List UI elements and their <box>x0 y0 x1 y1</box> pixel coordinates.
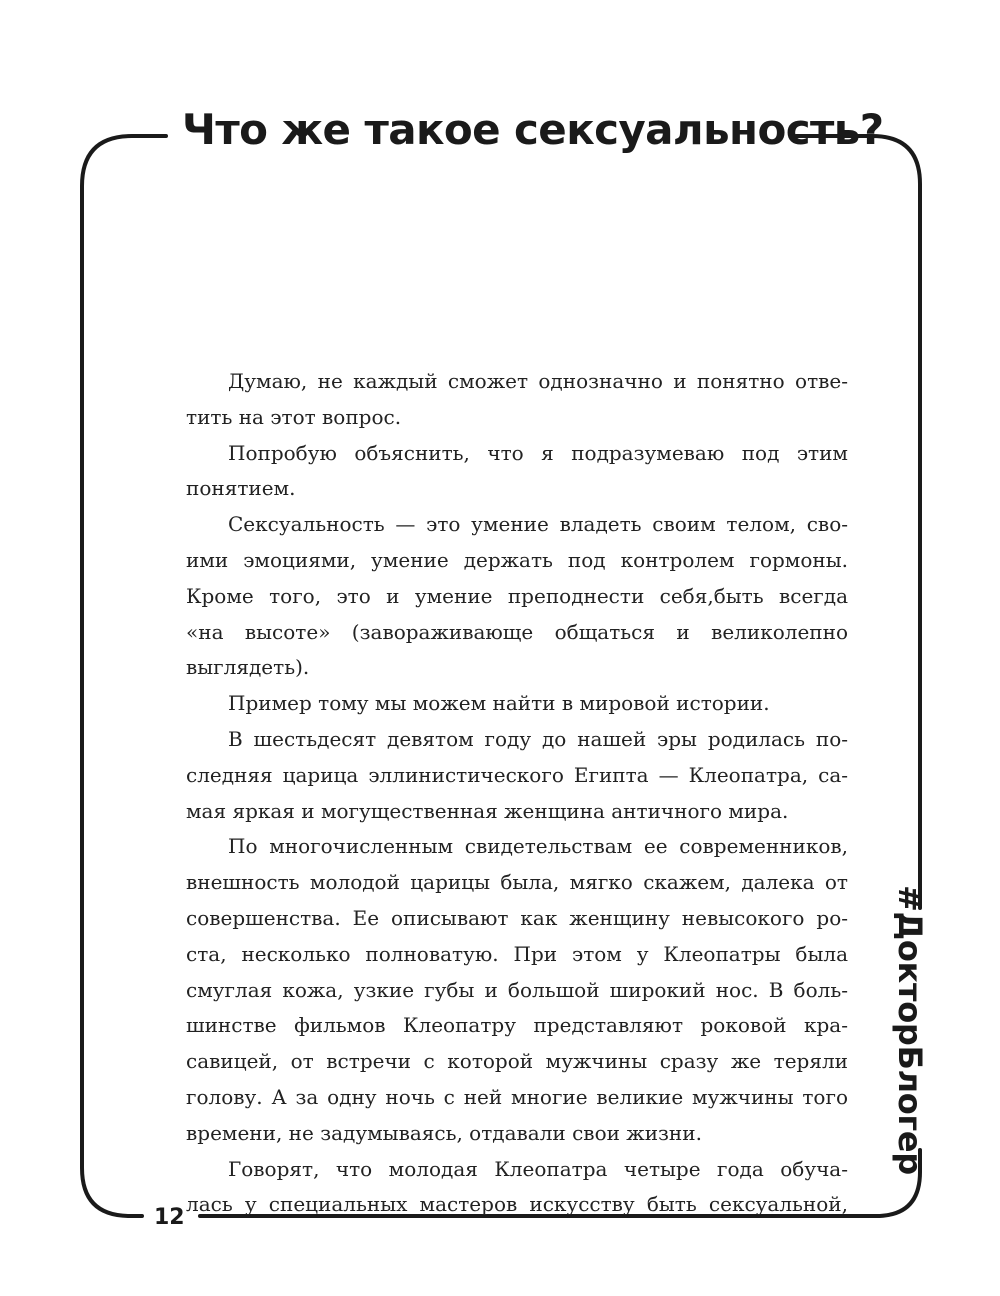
text-line: Сексуальность — это умение владеть своим телом, сво- <box>228 512 848 537</box>
text-line: смуглая кожа, узкие губы и большой широкий нос. В боль- <box>186 977 848 1002</box>
text-line: В шестьдесят девятом году до нашей эры родилась по- <box>228 726 848 751</box>
text-line: Кроме того, это и умение преподнести себя,быть всегда <box>186 583 848 608</box>
frame-top-left-line <box>82 136 166 1216</box>
text-line: Думаю, не каждый сможет однозначно и понятно отве- <box>228 369 848 393</box>
text-line: шинстве фильмов Клеопатру представляют роковой кра- <box>186 1013 848 1038</box>
page-number: 12 <box>154 1205 185 1230</box>
text-line: мая яркая и могущественная женщина античного мира. <box>186 798 789 823</box>
text-line: понятием. <box>186 476 296 501</box>
side-hashtag-text: #ДокторБлогер <box>891 885 930 1175</box>
text-line: лась у специальных мастеров искусству быть сексуальной, <box>186 1192 848 1217</box>
side-hashtag <box>880 885 940 1175</box>
chapter-title: Что же такое сексуальность? <box>182 105 884 154</box>
text-line: По многочисленным свидетельствам ее современников, <box>228 834 848 859</box>
text-line: Пример тому мы можем найти в мировой истории. <box>228 691 770 716</box>
text-line: Говорят, что молодая Клеопатра четыре года обуча- <box>228 1156 848 1181</box>
text-line: выглядеть). <box>186 655 310 680</box>
text-line: внешность молодой царицы была, мягко скажем, далека от <box>186 870 848 895</box>
text-line: Попробую объяснить, что я подразумеваю под этим <box>228 440 848 465</box>
text-line: тить на этот вопрос. <box>186 404 402 429</box>
text-line: времени, не задумываясь, отдавали свои жизни. <box>186 1120 702 1145</box>
text-line: совершенства. Ее описывают как женщину невысокого ро- <box>186 905 848 930</box>
text-line: ста, несколько полноватую. При этом у Клеопатры была <box>186 941 848 966</box>
text-line: ими эмоциями, умение держать под контролем гормоны. <box>186 547 848 572</box>
text-line: следняя царица эллинистического Египта — Клеопатра, са- <box>186 762 848 787</box>
text-line: «на высоте» (завораживающе общаться и великолепно <box>186 619 848 644</box>
body-text <box>186 364 848 1223</box>
text-line: голову. А за одну ночь с ней многие великие мужчины того <box>186 1084 848 1109</box>
text-line: савицей, от встречи с которой мужчины сразу же теряли <box>186 1049 848 1074</box>
